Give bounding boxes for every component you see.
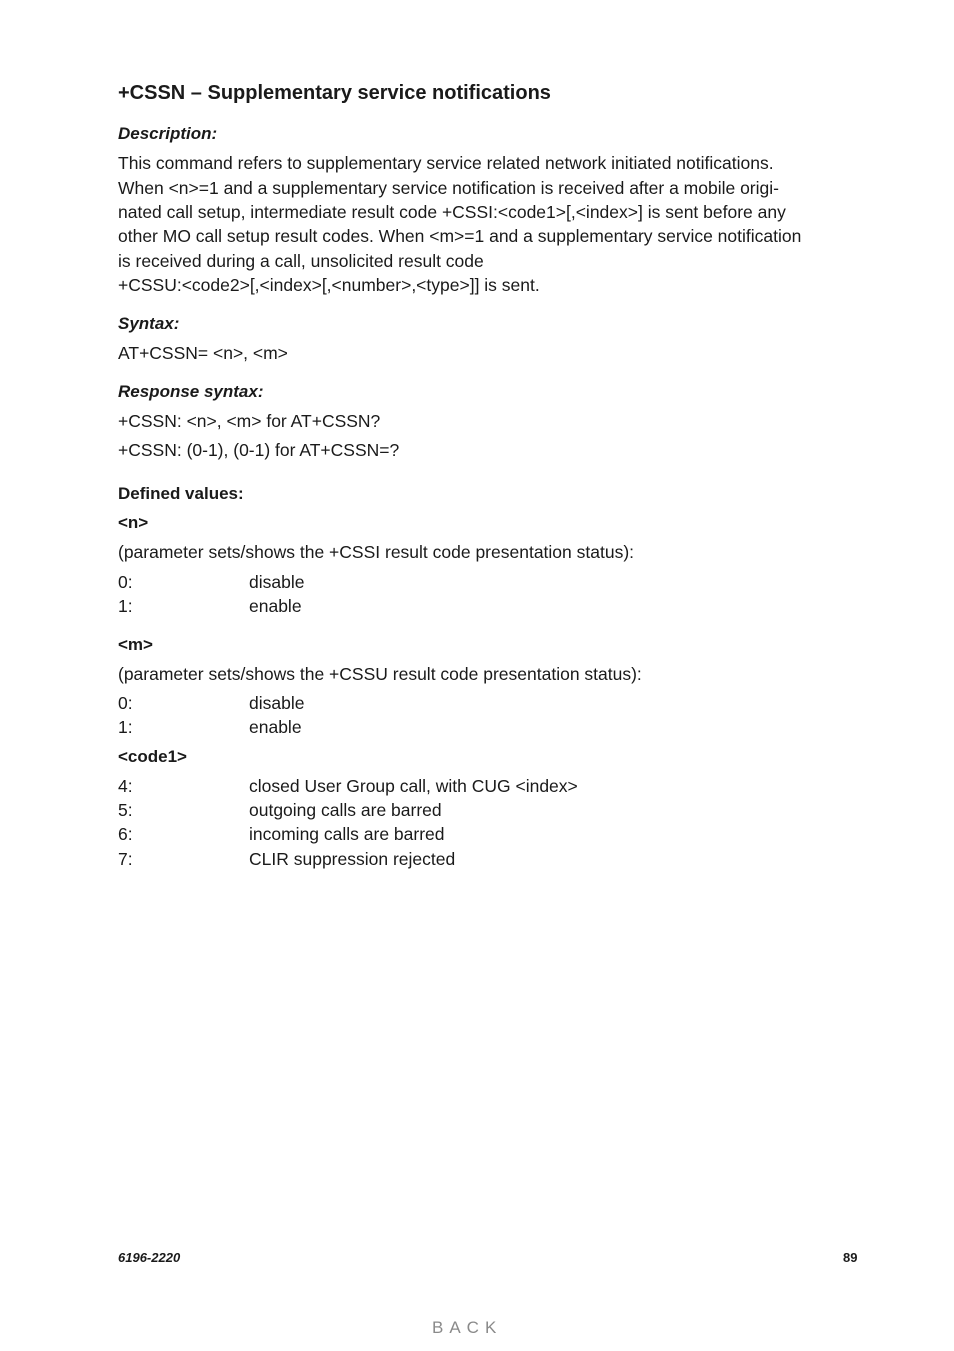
defined-values-heading: Defined values: (118, 484, 244, 503)
response-syntax-line: +CSSN: (0-1), (0-1) for AT+CSSN=? (118, 440, 400, 460)
param-m-label: <m> (118, 635, 153, 654)
back-link[interactable]: BACK (432, 1318, 503, 1337)
value-text: CLIR suppression rejected (249, 849, 456, 869)
description-line: When <n>=1 and a supplementary service notification is received after a mobile origi- (118, 178, 779, 198)
value-key: 7: (118, 849, 133, 869)
description-line: is received during a call, unsolicited result code (118, 251, 484, 271)
value-key: 5: (118, 800, 133, 820)
syntax-text: AT+CSSN= <n>, <m> (118, 343, 288, 363)
value-text: disable (249, 693, 305, 713)
syntax-heading: Syntax: (118, 314, 180, 333)
description-line: +CSSU:<code2>[,<index>[,<number>,<type>]] is sent. (118, 275, 540, 295)
value-key: 1: (118, 596, 133, 616)
param-n-label: <n> (118, 513, 149, 532)
value-key: 0: (118, 693, 133, 713)
value-key: 4: (118, 776, 133, 796)
param-m-description: (parameter sets/shows the +CSSU result code presentation status): (118, 664, 642, 684)
value-text: incoming calls are barred (249, 824, 445, 844)
value-text: enable (249, 596, 302, 616)
page-title: +CSSN – Supplementary service notifications (118, 82, 551, 104)
description-line: This command refers to supplementary service related network initiated notifications. (118, 153, 774, 173)
page-number: 89 (843, 1250, 858, 1265)
param-n-description: (parameter sets/shows the +CSSI result code presentation status): (118, 542, 635, 562)
document-number: 6196-2220 (118, 1250, 181, 1265)
value-key: 0: (118, 572, 133, 592)
description-line: nated call setup, intermediate result code +CSSI:<code1>[,<index>] is sent before any (118, 202, 786, 222)
value-text: disable (249, 572, 305, 592)
response-syntax-line: +CSSN: <n>, <m> for AT+CSSN? (118, 411, 381, 431)
description-line: other MO call setup result codes. When <m>=1 and a supplementary service notification (118, 226, 802, 246)
response-syntax-heading: Response syntax: (118, 382, 264, 401)
value-key: 6: (118, 824, 133, 844)
value-text: closed User Group call, with CUG <index> (249, 776, 578, 796)
param-code1-label: <code1> (118, 747, 187, 766)
description-heading: Description: (118, 124, 218, 143)
value-key: 1: (118, 717, 133, 737)
value-text: enable (249, 717, 302, 737)
value-text: outgoing calls are barred (249, 800, 442, 820)
